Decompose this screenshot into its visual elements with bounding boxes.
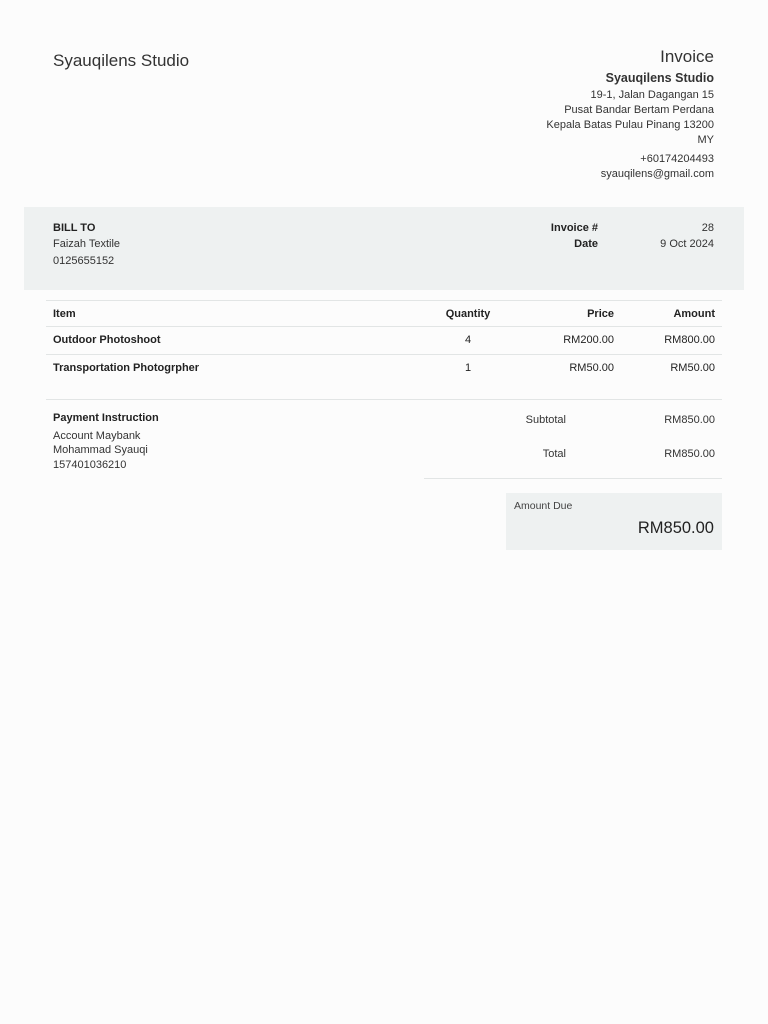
invoice-date-label: Date [574,238,598,250]
sender-address-line: Pusat Bandar Bertam Perdana [564,104,714,116]
sender-address-line: Kepala Batas Pulau Pinang 13200 [546,119,714,131]
table-row [46,326,722,354]
sender-name: Syauqilens Studio [605,71,714,85]
line-items-table [46,300,722,382]
item-price: RM50.00 [569,362,614,374]
sender-country: MY [697,134,714,146]
item-quantity: 4 [464,334,472,346]
subtotal-value: RM850.00 [664,414,715,426]
item-amount: RM50.00 [670,362,715,374]
sender-address-line: 19-1, Jalan Dagangan 15 [590,89,714,101]
invoice-meta-labels [551,220,598,252]
item-description: Outdoor Photoshoot [53,334,161,346]
payment-instructions [53,411,159,472]
sender-phone: +60174204493 [640,153,714,165]
sender-email: syauqilens@gmail.com [600,168,714,180]
table-row [46,354,722,382]
item-amount: RM800.00 [664,334,715,346]
payment-account-name: Mohammad Syauqi [53,444,148,456]
bill-to-block [53,220,120,269]
amount-due-box [506,493,722,550]
sender-info [546,70,714,182]
total-label: Total [542,448,566,460]
subtotal-label: Subtotal [525,414,566,426]
amount-due-label: Amount Due [514,500,573,512]
table-header-row [46,300,722,326]
column-header-item: Item [53,308,76,320]
payment-account-number: 157401036210 [53,458,127,471]
invoice-number: 28 [701,222,714,234]
invoice-number-label: Invoice # [550,222,598,234]
item-quantity: 1 [464,362,472,374]
bill-to-section [24,207,744,290]
amount-due-value: RM850.00 [637,519,714,537]
totals-block [424,400,722,479]
client-name: Faizah Textile [53,238,121,250]
client-phone: 0125655152 [53,255,115,267]
total-value: RM850.00 [664,448,715,460]
invoice-date: 9 Oct 2024 [660,238,714,250]
company-brand: Syauqilens Studio [53,51,190,70]
column-header-amount: Amount [673,308,715,320]
item-price: RM200.00 [563,334,614,346]
column-header-price: Price [587,308,614,320]
payment-bank: Account Maybank [53,429,141,442]
payment-heading: Payment Instruction [53,412,159,424]
invoice-meta-values [660,220,714,252]
item-description: Transportation Photogrpher [53,362,200,374]
document-title: Invoice [660,47,714,66]
bill-to-heading: BILL TO [53,222,96,234]
column-header-quantity: Quantity [445,308,491,320]
